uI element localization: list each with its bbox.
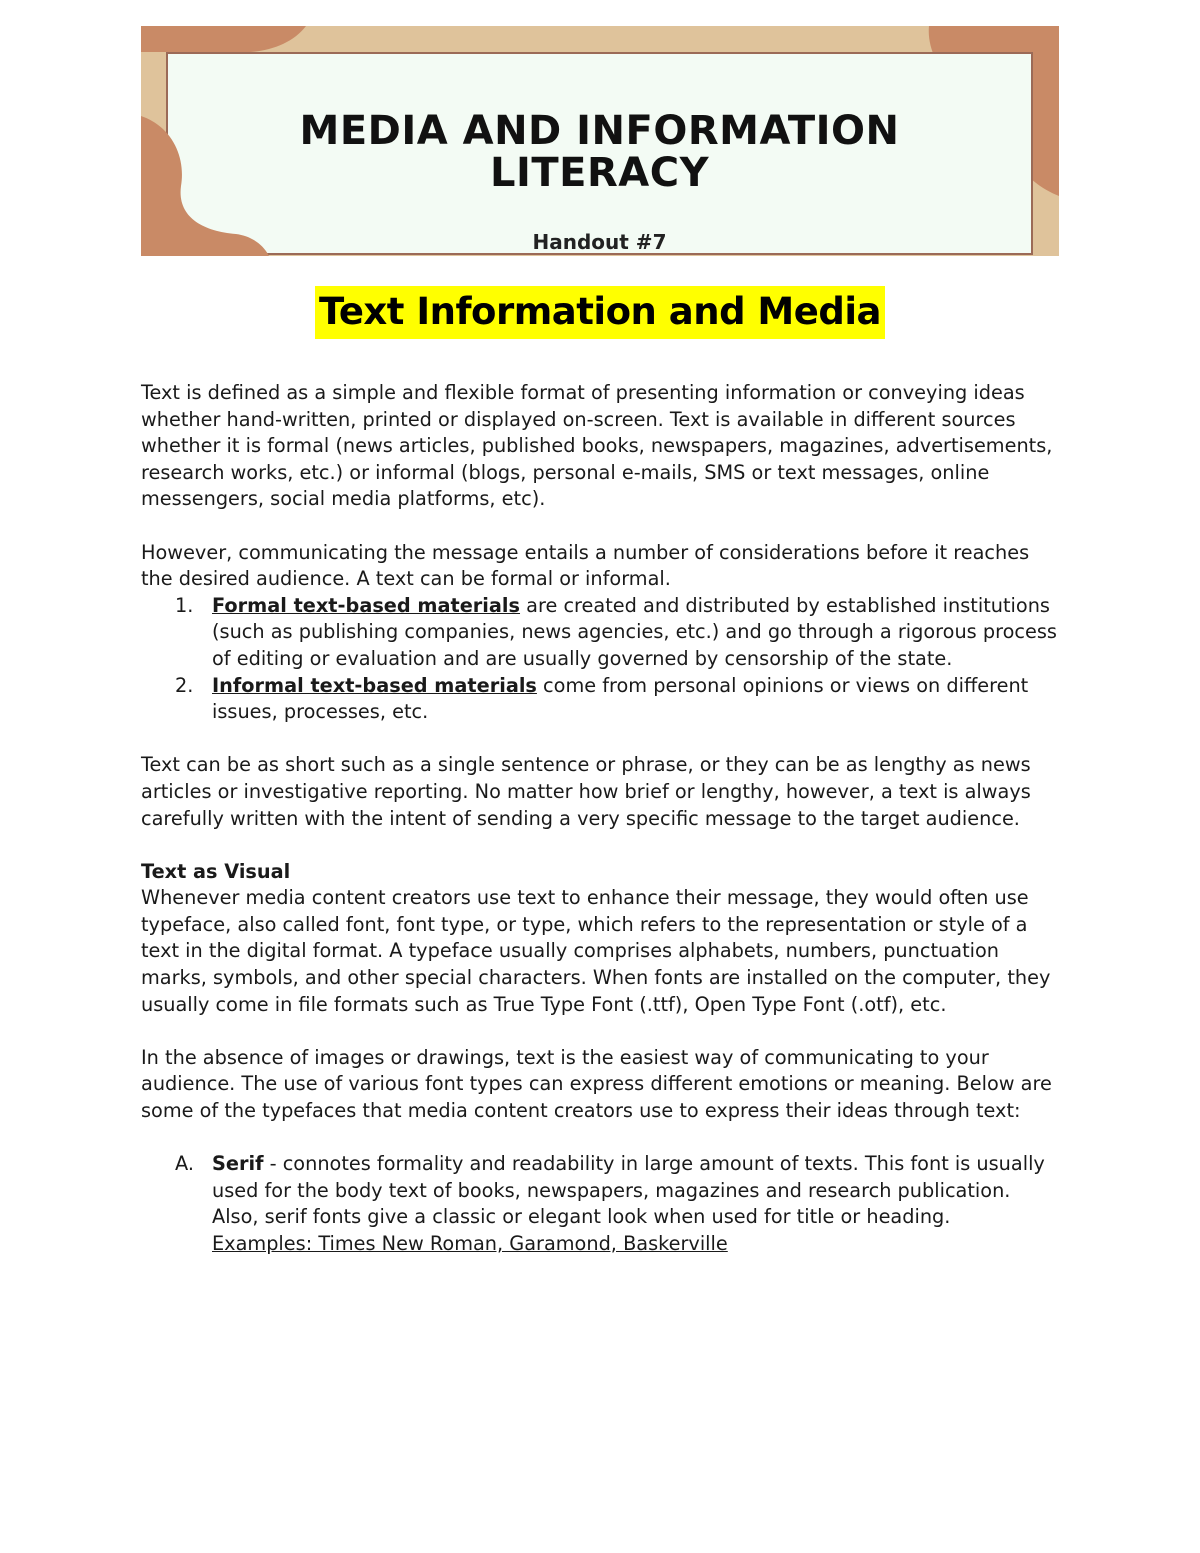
serif-examples: Examples: Times New Roman, Garamond, Baskerville	[212, 1232, 728, 1255]
section-heading: Text as Visual	[141, 859, 291, 883]
list-item: 2. Informal text-based materials come from personal opinions or views on different issues, processes, etc.	[175, 673, 1029, 724]
header-title: MEDIA AND INFORMATION LITERACY	[299, 108, 900, 196]
term-formal: Formal text-based materials	[212, 593, 521, 617]
header-panel	[166, 52, 1033, 255]
paragraph-typeface: Whenever media content creators use text to enhance their message, they would often use typeface, also called font, font type, or type, which refers to the representation or style of a text in the digital format. A typeface usually comprises alphabets, numbers, punctuation marks, symbols, and other special characters. When fonts are installed on the computer, they usually come in file formats such as True Type Font (.ttf), Open Type Font (.otf), etc.	[141, 886, 1051, 1016]
paragraph-text-length: Text can be as short such as a single sentence or phrase, or they can be as lengthy as news articles or investigative reporting. No matter how brief or lengthy, however, a text is always carefully written with the intent of sending a very specific message to the target audience.	[141, 753, 1031, 830]
decorative-blob-bottom-left	[141, 116, 271, 256]
typeface-list	[141, 1151, 1061, 1257]
list-item: 1. Formal text-based materials are created and distributed by established institutions (such as publishing companies, news agencies, etc.) and go through a rigorous process of editing or evaluation and are usually governed by censorship of the state.	[175, 593, 1057, 670]
term-serif: Serif	[212, 1152, 264, 1176]
list-item: A. Serif - connotes formality and readability in large amount of texts. This font is usually used for the body text of books, newspapers, magazines and research publication. Also, serif fonts give a classic or elegant look when used for title or heading. Examples: Times New Roman, Garamond, Baskerville	[141, 1151, 1061, 1257]
term-informal: Informal text-based materials	[212, 673, 537, 697]
paragraph-considerations: However, communicating the message entails a number of considerations before it reaches the desired audience. A text can be formal or informal.	[141, 540, 1030, 591]
document-body	[141, 380, 1061, 1258]
header-banner	[141, 26, 1059, 256]
paragraph-font-types: In the absence of images or drawings, text is the easiest way of communicating to your audience. The use of various font types can express different emotions or meaning. Below are some of the typefaces that media content creators use to express their ideas through text:	[141, 1045, 1052, 1123]
header-subtitle: Handout #7	[532, 230, 667, 254]
page-title: Text Information and Media	[315, 286, 885, 339]
page-title-wrap	[0, 286, 1200, 339]
paragraph-text-definition: Text is defined as a simple and flexible format of presenting information or conveying ideas whether hand-written, printed or displayed on-screen. Text is available in different sources whether it is formal (news articles, published books, newspapers, magazines, advertisements, research works, etc.) or informal (blogs, personal e-mails, SMS or text messages, online messengers, social media platforms, etc).	[141, 381, 1053, 511]
text-materials-list	[141, 593, 1061, 726]
